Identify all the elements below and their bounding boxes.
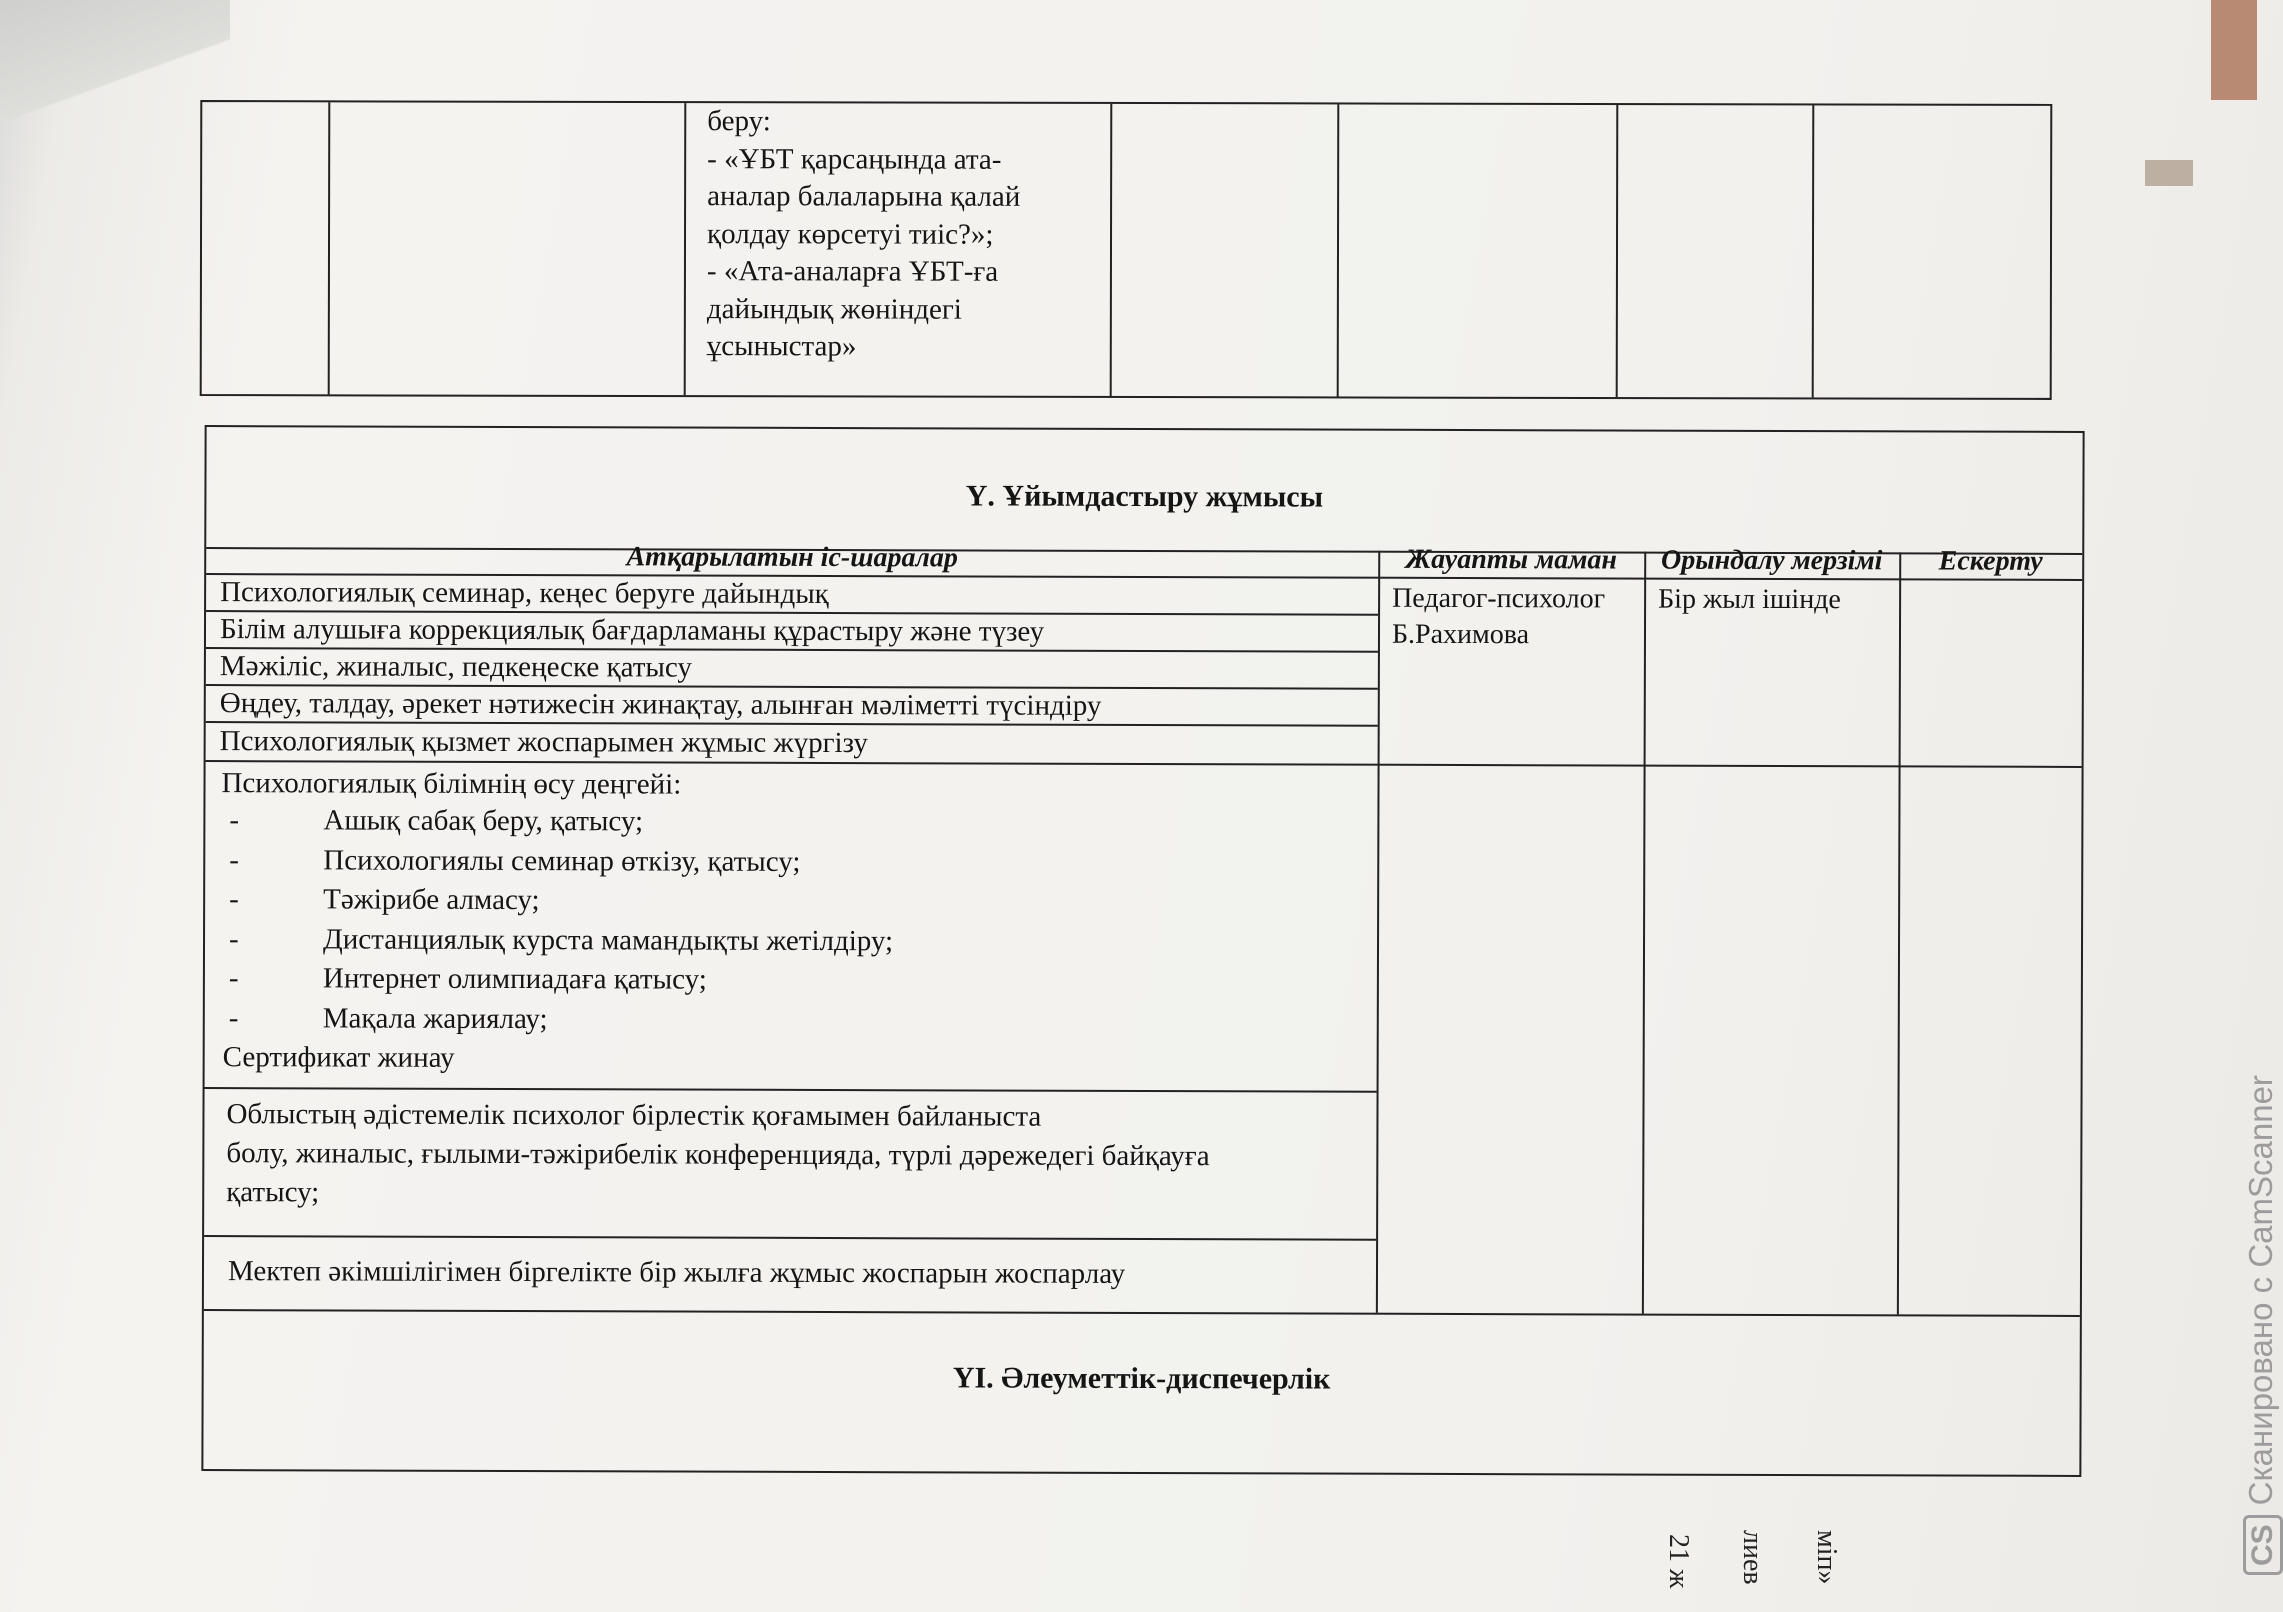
activity-row: Білім алушыға коррекциялық бағдарламаны құрастыру және түзеу [219,613,1045,648]
list-item: - Интернет олимпиадаға қатысу; [228,962,707,996]
table-column-divider [1616,105,1619,397]
column-divider [1642,552,1646,1314]
topic-line: - «Ата-аналарға ҰБТ-ға [706,255,999,288]
list-item: - Мақала жариялау; [228,1001,548,1035]
block-rule [205,1087,1377,1093]
list-item: - Тәжірибе алмасу; [229,883,540,917]
development-heading: Психологиялық білімнің өсу деңгейі: [221,767,682,801]
column-divider [1376,551,1380,1313]
table-column-divider [1337,104,1340,396]
topic-line: беру: [707,105,771,138]
development-list [229,801,894,1040]
table-column-divider [1110,104,1113,396]
table-column-divider [328,102,331,394]
parent-consultation-topics [707,103,1108,366]
edge-fragment: лиев [1737,1530,1768,1585]
background-edge [2211,0,2257,100]
continued-table [200,100,2053,400]
topic-line: қолдау көрсетуі тиіс?»; [706,217,994,251]
topic-line: ұсыныстар» [706,330,857,363]
note-header: Ескерту [1938,545,2043,577]
background-tab [2145,160,2193,186]
association-line: қатысу; [226,1176,320,1209]
responsible-line: Б.Рахимова [1391,618,1530,651]
edge-fragment: 21 ж [1663,1534,1694,1589]
certificate-text: Сертификат жинау [222,1041,455,1074]
deadline-value: Бір жыл ішінде [1658,583,1841,616]
organizational-work-table [201,425,2084,1477]
responsible-person [1392,581,1605,654]
activity-row: Психологиялық қызмет жоспарымен жұмыс жүргізу [219,725,868,760]
camscanner-logo-icon: CS [2243,1515,2283,1575]
section-v-title: Ү. Ұйымдастыру жұмысы [965,479,1324,514]
association-line: болу, жиналыс, ғылыми-тәжірибелік конференцияда, түрлі дәрежедегі байқауға [226,1137,1210,1173]
planning-text: Мектеп әкімшілігімен біргелікте бір жылға жұмыс жоспарын жоспарлау [227,1255,1126,1290]
list-item: - Психологиялы семинар өткізу, қатысу; [229,843,801,878]
section-vi-title: ҮІ. Әлеуметтік-диспечерлік [952,1361,1331,1396]
activity-row: Психологиялық семинар, кеңес беруге дайындық [220,576,829,611]
association-line: Облыстың әдістемелік психолог бірлестік қоғамымен байланыста [226,1098,1042,1133]
topic-line: дайындық жөніндегі [706,292,962,326]
camscanner-watermark [2242,1075,2283,1575]
activities-header: Атқарылатын іс-шаралар [626,541,958,574]
deadline-header: Орындалу мерзімі [1660,544,1883,577]
watermark-text: Сканировано с CamScanner [2242,1075,2279,1506]
activity-row: Өңдеу, талдау, әрекет нәтижесін жинақтау, алынған мәліметті түсіндіру [219,687,1102,722]
topic-line: - «ҰБТ қарсаңында ата- [707,142,1002,176]
block-rule [204,1235,1376,1241]
column-divider [1897,552,1901,1314]
responsible-header: Жауапты маман [1405,543,1617,576]
list-item: - Ашық сабақ беру, қатысу; [229,804,644,838]
page-corner-shadow [0,0,230,160]
edge-fragment: міп» [1811,1530,1842,1585]
topic-line: аналар балаларына қалай [707,180,1021,213]
list-item: - Дистанциялық курста мамандықты жетілдіру; [228,922,894,957]
association-text [226,1095,1210,1215]
activity-row: Мәжіліс, жиналыс, педкеңеске қатысу [219,650,692,684]
table-column-divider [1812,105,1815,397]
section-vi-rule [204,1309,2080,1317]
responsible-line: Педагог-психолог [1392,582,1606,615]
table-column-divider [684,103,687,395]
